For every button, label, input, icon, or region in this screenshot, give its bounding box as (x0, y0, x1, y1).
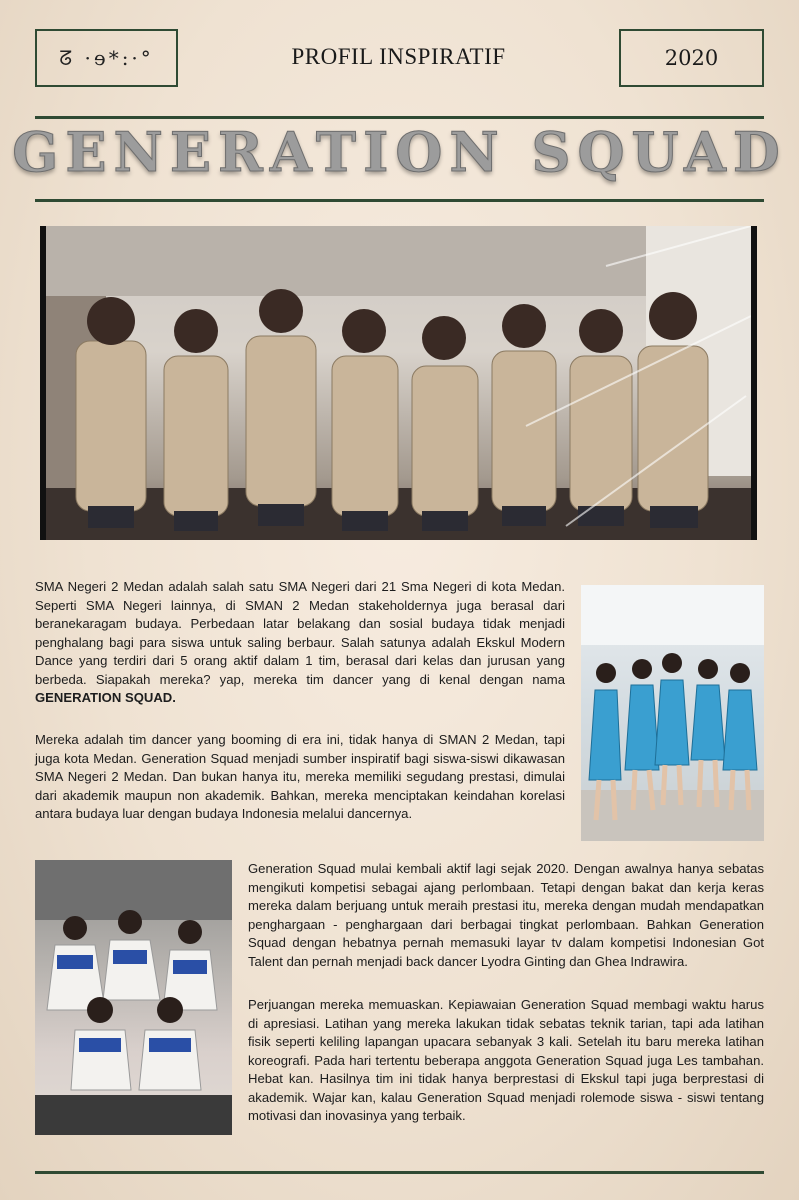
year-label: 2020 (664, 46, 719, 70)
paragraph-1-text: SMA Negeri 2 Medan adalah salah satu SMA Negeri dari 21 Sma Negeri di kota Medan. Seperti SMA Negeri lainnya, di SMAN 2 Medan stakeholdernya juga berasal dari beranekaragam budaya. Perbedaan latar belakang dan sosial budaya tidak menjadi penghalang bagi para siswa untuk saling berbaur. Salah satunya adalah Ekskul Modern Dance yang terdiri dari 5 orang aktif dalam 1 tim, berasal dari kelas dan jurusan yang berbeda. Siapakah mereka? yap, mereka tim dancer yang di kenal dengan nama (35, 579, 565, 687)
year-box (619, 29, 764, 87)
group-photo (40, 226, 757, 540)
group-name-highlight: GENERATION SQUAD. (35, 690, 176, 705)
article-paragraph-4: Perjuangan mereka memuaskan. Kepiawaian Generation Squad membagi waktu harus di apresiasi. Latihan yang mereka lakukan tidak sebatas teknik tarian, tapi ada latihan fisik seperti keliling lapangan upacara sebanyak 3 kali. Setelah itu baru mereka latihan koreografi. Pada hari tertentu beberapa anggota Generation Squad juga Les tambahan. Hebat kan. Hasilnya tim ini tidak hanya berprestasi di Ekskul tapi juga berprestasi di akademik. Wajar kan, kalau Generation Squad menjadi rolemode siswa - siswi tentang motivasi dan inovasinya yang terbaik. (248, 997, 764, 1123)
article-paragraph-1 (35, 578, 565, 708)
sailor-costume-photo (35, 860, 232, 1135)
top-divider (35, 116, 764, 119)
signature-box (35, 29, 178, 87)
article-paragraph-3: Generation Squad mulai kembali aktif lagi sejak 2020. Dengan awalnya hanya sebatas mengikuti kompetisi sebagai ajang perlombaan. Tetapi dengan bakat dan kerja keras mereka dalam berjuang untuk meraih prestasi itu, mereka dengan mudah mendapatkan penghargaan - penghargaan dari berbagai tingkat perlombaan. Bahkan Generation Squad dengan hebatnya pernah memasuki layar tv dalam kompetisi Indonesian Got Talent dan pernah menjadi back dancer Lyodra Ginting dan Ghea Indrawira. (248, 861, 764, 969)
blue-costume-illustration (581, 585, 764, 841)
section-label: PROFIL INSPIRATIF (291, 44, 506, 69)
group-photo-illustration (46, 226, 751, 540)
page-title: GENERATION SQUAD (12, 120, 787, 184)
title-divider (35, 199, 764, 202)
signature-logo: ᘔ ·ɘ*:·° (59, 46, 154, 70)
bottom-divider (35, 1171, 764, 1174)
article-paragraph-2: Mereka adalah tim dancer yang booming di era ini, tidak hanya di SMAN 2 Medan, tapi juga kota Medan. Generation Squad menjadi sumber inspiratif bagi siswa-siswi dikawasan SMA Negeri 2 Medan. Dan bukan hanya itu, mereka memiliki segudang prestasi, dimulai dari akademik maupun non akademik. Bahkan, mereka menciptakan keindahan korelasi antara budaya luar dengan budaya Indonesia melalui dancernya. (35, 732, 565, 821)
sailor-costume-illustration (35, 860, 232, 1135)
blue-costume-photo (581, 585, 764, 841)
